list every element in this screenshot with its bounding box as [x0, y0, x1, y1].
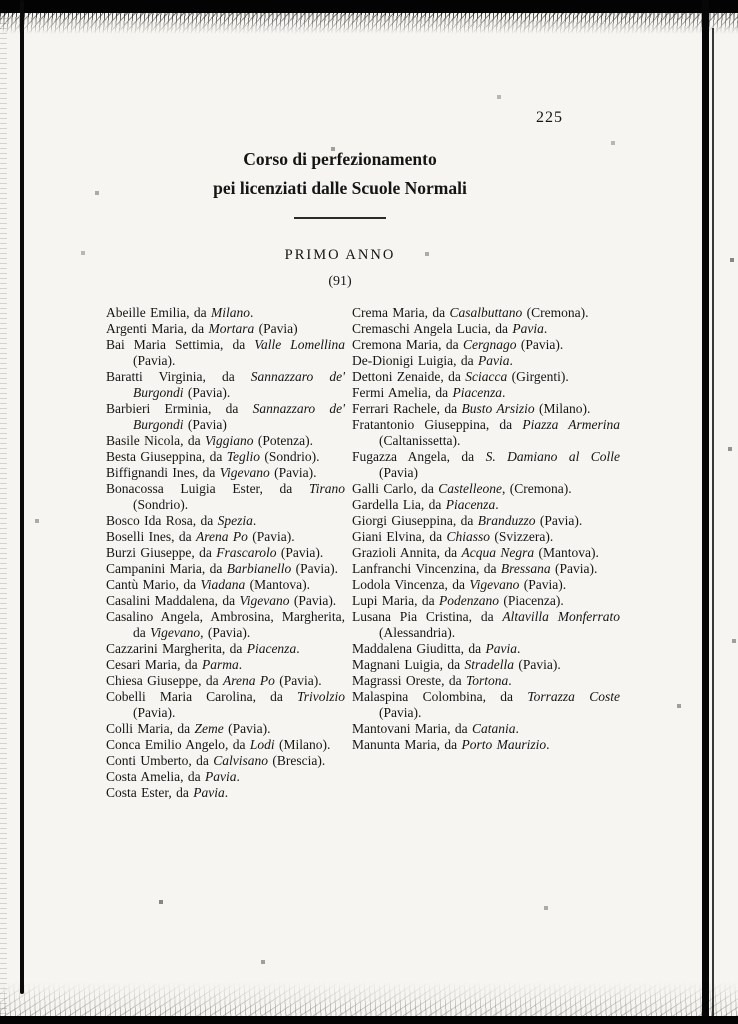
course-title-line1: Corso di perfezionamento [243, 149, 437, 169]
student-entry: Malaspina Colombina, da Torrazza Coste (Pavia). [352, 689, 620, 720]
place-of-origin: Piacenza [445, 497, 496, 512]
student-entry: Magrassi Oreste, da Tortona. [352, 673, 512, 688]
place-of-origin: Chiasso [446, 529, 490, 544]
place-of-origin: Barbianello [226, 561, 292, 576]
place-of-origin: Cergnago [462, 337, 517, 352]
student-entry: Costa Amelia, da Pavia. [106, 769, 240, 784]
place-of-origin: S. Damiano al Colle [485, 449, 620, 464]
place-of-origin: Torrazza Coste [527, 689, 620, 704]
student-entry: Mantovani Maria, da Catania. [352, 721, 519, 736]
place-of-origin: Acqua Negra [461, 545, 535, 560]
student-entry: Cremaschi Angela Lucia, da Pavia. [352, 321, 548, 336]
place-of-origin: Tirano [308, 481, 345, 496]
student-entry: Casalino Angela, Ambrosina, Margherita, da Vigevano, (Pavia). [106, 609, 345, 640]
place-of-origin: Viggiano [204, 433, 254, 448]
student-entry: Abeille Emilia, da Milano. [106, 305, 254, 320]
student-entry: Baratti Virginia, da Sannazzaro de' Burgondi (Pavia). [106, 369, 345, 400]
student-entry: Boselli Ines, da Arena Po (Pavia). [106, 529, 295, 544]
place-of-origin: Viadana [200, 577, 246, 592]
place-of-origin: Podenzano [438, 593, 499, 608]
student-entry: Fermi Amelia, da Piacenza. [352, 385, 506, 400]
student-entry: Bonacossa Luigia Ester, da Tirano (Sondrio). [106, 481, 345, 512]
place-of-origin: Teglio [226, 449, 260, 464]
place-of-origin: Pavia [477, 353, 510, 368]
place-of-origin: Vigevano [219, 465, 270, 480]
place-of-origin: Piacenza [246, 641, 297, 656]
student-entry: Crema Maria, da Casalbuttano (Cremona). [352, 305, 589, 320]
student-entry: Barbieri Erminia, da Sannazzaro de' Burgondi (Pavia) [106, 401, 346, 432]
enrollment-count: (91) [328, 274, 352, 289]
place-of-origin: Trivolzio [296, 689, 345, 704]
scan-noise-fringe-top [0, 13, 738, 35]
scan-fold-line-left [20, 0, 24, 994]
place-of-origin: Busto Arsizio [461, 401, 535, 416]
student-entry: Maddalena Giuditta, da Pavia. [352, 641, 521, 656]
student-entry: Giani Elvina, da Chiasso (Svizzera). [352, 529, 554, 544]
place-of-origin: Pavia [485, 641, 517, 656]
student-entry: Manunta Maria, da Porto Maurizio. [352, 737, 550, 752]
page-heading [44, 149, 636, 290]
student-entry: Casalini Maddalena, da Vigevano (Pavia). [106, 593, 337, 608]
student-entry: Colli Maria, da Zeme (Pavia). [106, 721, 271, 736]
scan-edge-band-top [0, 0, 738, 13]
student-entry: De-Dionigi Luigia, da Pavia. [352, 353, 513, 368]
scan-fold-line-right-thin [712, 28, 714, 1024]
heading-divider [294, 217, 386, 219]
scan-edge-band-bottom [0, 1016, 738, 1024]
student-entry: Lanfranchi Vincenzina, da Bressana (Pavia). [352, 561, 598, 576]
place-of-origin: Bressana [500, 561, 551, 576]
place-of-origin: Casalbuttano [449, 305, 523, 320]
place-of-origin: Zeme [194, 721, 224, 736]
scan-noise-left-edge [0, 0, 7, 1024]
place-of-origin: Parma [201, 657, 239, 672]
student-entry: Lusana Pia Cristina, da Altavilla Monferrato (Alessandria). [352, 609, 620, 640]
student-entry: Bai Maria Settimia, da Valle Lomellina (Pavia). [106, 337, 345, 368]
place-of-origin: Sciacca [465, 369, 508, 384]
place-of-origin: Lodi [249, 737, 275, 752]
place-of-origin: Porto Maurizio [461, 737, 547, 752]
section-heading: PRIMO ANNO [284, 247, 396, 263]
place-of-origin: Pavia [193, 785, 225, 800]
student-entry: Magnani Luigia, da Stradella (Pavia). [352, 657, 561, 672]
student-entry: Grazioli Annita, da Acqua Negra (Mantova). [352, 545, 599, 560]
scan-speckles [0, 0, 2, 2]
place-of-origin: Frascarolo [216, 545, 277, 560]
student-entry: Conti Umberto, da Calvisano (Brescia). [106, 753, 326, 768]
student-entry: Cobelli Maria Carolina, da Trivolzio (Pavia). [106, 689, 345, 720]
student-list-column-left [106, 305, 345, 801]
student-entry: Dettoni Zenaide, da Sciacca (Girgenti). [352, 369, 569, 384]
place-of-origin: Mortara [208, 321, 255, 336]
student-entry: Basile Nicola, da Viggiano (Potenza). [106, 433, 313, 448]
place-of-origin: Arena Po [222, 673, 275, 688]
place-of-origin: Pavia [204, 769, 237, 784]
place-of-origin: Piacenza [452, 385, 502, 400]
student-entry: Gardella Lia, da Piacenza. [352, 497, 499, 512]
student-entry: Lodola Vincenza, da Vigevano (Pavia). [352, 577, 567, 592]
place-of-origin: Castelleone [438, 481, 502, 496]
student-entry: Cazzarini Margherita, da Piacenza. [106, 641, 300, 656]
student-entry: Besta Giuseppina, da Teglio (Sondrio). [106, 449, 320, 464]
student-entry: Biffignandi Ines, da Vigevano (Pavia). [106, 465, 317, 480]
place-of-origin: Spezia [217, 513, 253, 528]
student-entry: Lupi Maria, da Podenzano (Piacenza). [352, 593, 564, 608]
student-entry: Conca Emilio Angelo, da Lodi (Milano). [106, 737, 331, 752]
scan-fold-line-right [702, 0, 709, 1024]
place-of-origin: Piazza Armerina [522, 417, 620, 432]
place-of-origin: Sannazzaro de' Burgondi [133, 401, 346, 432]
course-title-line2: pei licenziati dalle Scuole Normali [213, 178, 467, 198]
place-of-origin: Vigevano [239, 593, 290, 608]
place-of-origin: Pavia [512, 321, 544, 336]
student-entry: Cantù Mario, da Viadana (Mantova). [106, 577, 310, 592]
student-entry: Argenti Maria, da Mortara (Pavia) [106, 321, 298, 336]
student-entry: Burzi Giuseppe, da Frascarolo (Pavia). [106, 545, 324, 560]
place-of-origin: Vigevano [150, 625, 201, 640]
student-entry: Cremona Maria, da Cergnago (Pavia). [352, 337, 564, 352]
place-of-origin: Altavilla Monferrato [502, 609, 620, 624]
place-of-origin: Sannazzaro de' Burgondi [133, 369, 345, 400]
student-list-column-right [352, 305, 620, 753]
student-entry: Chiesa Giuseppe, da Arena Po (Pavia). [106, 673, 322, 688]
student-entry: Ferrari Rachele, da Busto Arsizio (Milano). [352, 401, 591, 416]
place-of-origin: Arena Po [196, 529, 248, 544]
place-of-origin: Vigevano [469, 577, 520, 592]
place-of-origin: Valle Lomellina [254, 337, 345, 352]
page-number: 225 [536, 109, 563, 126]
student-entry: Bosco Ida Rosa, da Spezia. [106, 513, 257, 528]
place-of-origin: Tortona [465, 673, 509, 688]
place-of-origin: Milano [210, 305, 250, 320]
place-of-origin: Catania [471, 721, 516, 736]
place-of-origin: Branduzzo [477, 513, 536, 528]
student-entry: Cesari Maria, da Parma. [106, 657, 243, 672]
student-entry: Fugazza Angela, da S. Damiano al Colle (Pavia) [352, 449, 620, 480]
place-of-origin: Calvisano [213, 753, 269, 768]
student-entry: Campanini Maria, da Barbianello (Pavia). [106, 561, 338, 576]
student-entry: Galli Carlo, da Castelleone, (Cremona). [352, 481, 572, 496]
scan-noise-fringe-bottom [0, 978, 738, 1016]
student-entry: Costa Ester, da Pavia. [106, 785, 229, 800]
place-of-origin: Stradella [464, 657, 514, 672]
student-entry: Giorgi Giuseppina, da Branduzzo (Pavia). [352, 513, 583, 528]
student-entry: Fratantonio Giuseppina, da Piazza Armerina (Caltanissetta). [352, 417, 620, 448]
